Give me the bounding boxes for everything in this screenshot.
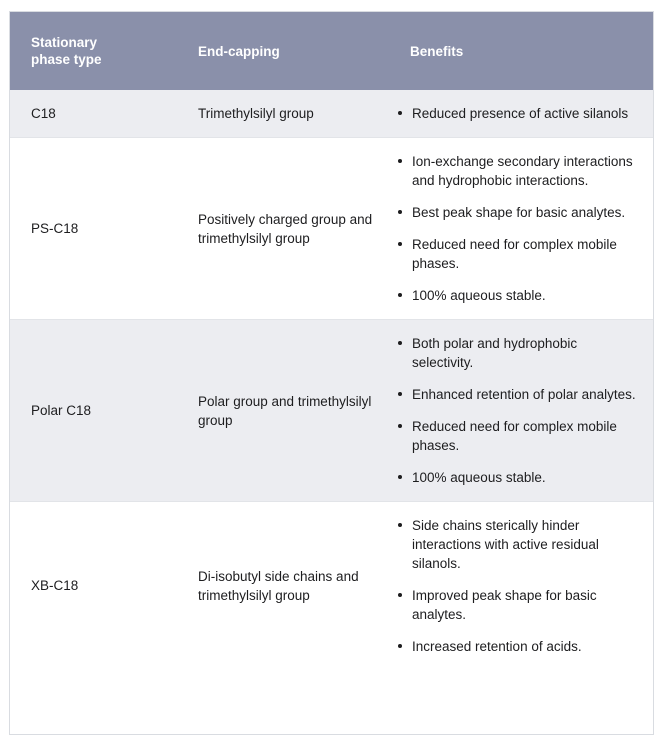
benefit-text: Ion-exchange secondary interactions and hydrophobic interactions. bbox=[412, 154, 633, 188]
cell-benefits bbox=[384, 138, 653, 320]
cell-stationary-phase-type bbox=[10, 90, 184, 138]
bullet-icon bbox=[398, 475, 402, 479]
list-item bbox=[398, 104, 641, 123]
benefit-text: Best peak shape for basic analytes. bbox=[412, 205, 626, 220]
benefit-text: 100% aqueous stable. bbox=[412, 288, 546, 303]
stationary-phase-table bbox=[10, 12, 653, 670]
column-header-stationary-phase-type-line1: Stationary bbox=[31, 35, 98, 50]
cell-benefits bbox=[384, 320, 653, 502]
stationary-phase-type-value: PS-C18 bbox=[31, 220, 79, 236]
benefits-list bbox=[398, 516, 641, 656]
column-header-stationary-phase-type-line2: phase type bbox=[31, 52, 102, 67]
benefits-list bbox=[398, 334, 641, 487]
list-item bbox=[398, 286, 641, 305]
list-item bbox=[398, 235, 641, 273]
list-item bbox=[398, 637, 641, 656]
table-row bbox=[10, 502, 653, 671]
table-row bbox=[10, 138, 653, 320]
list-item bbox=[398, 586, 641, 624]
cell-benefits bbox=[384, 502, 653, 671]
cell-end-capping bbox=[184, 502, 384, 671]
benefits-list-container bbox=[384, 502, 653, 670]
list-item bbox=[398, 203, 641, 222]
bullet-icon bbox=[398, 242, 402, 246]
benefit-text: Reduced need for complex mobile phases. bbox=[412, 237, 617, 271]
benefit-text: Both polar and hydrophobic selectivity. bbox=[412, 336, 578, 370]
bullet-icon bbox=[398, 210, 402, 214]
list-item bbox=[398, 385, 641, 404]
stationary-phase-type-value: XB-C18 bbox=[31, 578, 79, 593]
bullet-icon bbox=[398, 293, 402, 297]
column-header-benefits bbox=[384, 12, 653, 90]
benefit-text: 100% aqueous stable. bbox=[412, 470, 546, 485]
bullet-icon bbox=[398, 341, 402, 345]
cell-end-capping bbox=[184, 320, 384, 502]
list-item bbox=[398, 516, 641, 573]
end-capping-value: Di-isobutyl side chains and trimethylsilyl group bbox=[198, 569, 359, 603]
benefits-list bbox=[398, 104, 641, 123]
end-capping-value: Polar group and trimethylsilyl group bbox=[198, 393, 372, 428]
benefit-text: Reduced need for complex mobile phases. bbox=[412, 419, 617, 453]
cell-end-capping bbox=[184, 90, 384, 138]
benefits-list-container bbox=[384, 138, 653, 319]
stationary-phase-type-value: C18 bbox=[31, 105, 56, 121]
benefit-text: Improved peak shape for basic analytes. bbox=[412, 588, 597, 622]
bullet-icon bbox=[398, 593, 402, 597]
list-item bbox=[398, 468, 641, 487]
list-item bbox=[398, 417, 641, 455]
table-row bbox=[10, 90, 653, 138]
column-header-benefits-label: Benefits bbox=[410, 43, 464, 59]
cell-stationary-phase-type bbox=[10, 138, 184, 320]
benefits-list bbox=[398, 152, 641, 305]
column-header-stationary-phase-type bbox=[10, 12, 184, 90]
benefit-text: Side chains sterically hinder interactions with active residual silanols. bbox=[412, 518, 599, 571]
cell-stationary-phase-type bbox=[10, 502, 184, 671]
table-header-row bbox=[10, 12, 653, 90]
table-body bbox=[10, 90, 653, 670]
bullet-icon bbox=[398, 111, 402, 115]
column-header-end-capping-label: End-capping bbox=[198, 43, 280, 59]
benefit-text: Increased retention of acids. bbox=[412, 639, 582, 654]
end-capping-value: Positively charged group and trimethylsilyl group bbox=[198, 211, 373, 246]
bullet-icon bbox=[398, 159, 402, 163]
column-header-end-capping bbox=[184, 12, 384, 90]
bullet-icon bbox=[398, 424, 402, 428]
table-header bbox=[10, 12, 653, 90]
stationary-phase-table-container bbox=[9, 11, 654, 735]
benefits-list-container bbox=[384, 90, 653, 137]
benefits-list-container bbox=[384, 320, 653, 501]
bullet-icon bbox=[398, 392, 402, 396]
list-item bbox=[398, 152, 641, 190]
cell-benefits bbox=[384, 90, 653, 138]
list-item bbox=[398, 334, 641, 372]
benefit-text: Reduced presence of active silanols bbox=[412, 106, 629, 121]
cell-end-capping bbox=[184, 138, 384, 320]
stationary-phase-type-value: Polar C18 bbox=[31, 402, 92, 418]
benefit-text: Enhanced retention of polar analytes. bbox=[412, 387, 636, 402]
table-row bbox=[10, 320, 653, 502]
bullet-icon bbox=[398, 644, 402, 648]
cell-stationary-phase-type bbox=[10, 320, 184, 502]
bullet-icon bbox=[398, 523, 402, 527]
end-capping-value: Trimethylsilyl group bbox=[198, 106, 314, 121]
